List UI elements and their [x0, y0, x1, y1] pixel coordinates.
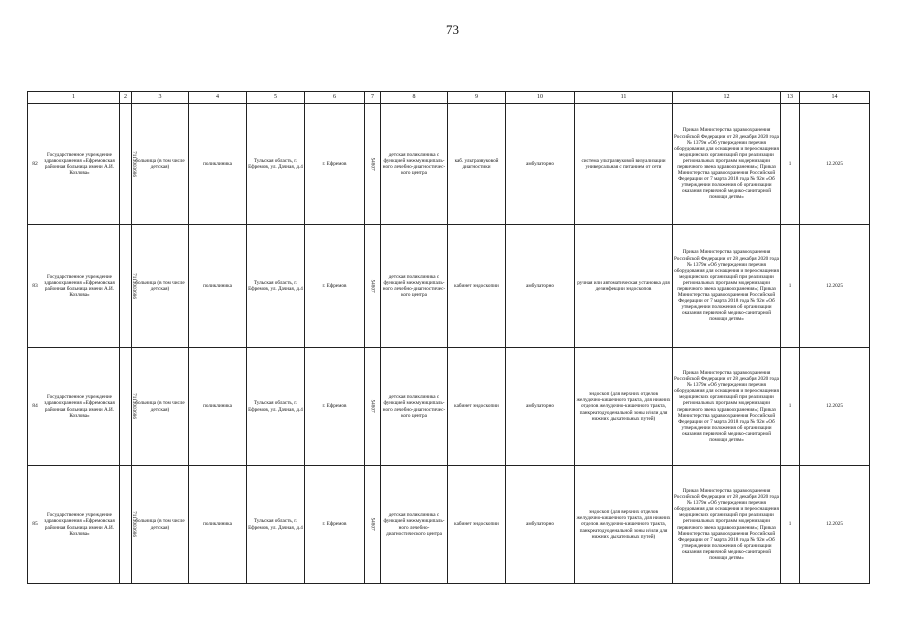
city-cell: г. Ефремов: [305, 104, 365, 225]
facility-type-cell: больница (в том числе детская): [132, 104, 189, 225]
city-cell: г. Ефремов: [305, 466, 365, 584]
column-header: 3: [132, 92, 189, 104]
column-header: 8: [381, 92, 448, 104]
unit-cell: поликлиника: [189, 225, 247, 348]
table-row: [28, 466, 870, 584]
code-cell: [365, 348, 381, 466]
care-form-cell: амбулаторно: [506, 225, 575, 348]
organization-cell: [28, 466, 120, 584]
organization-cell: [28, 104, 120, 225]
subunit-cell: детская поликлиника с функцией межмуниципаль-ного лечебно-диагностичес-кого центра: [381, 104, 448, 225]
subunit-cell: детская поликлиника с функцией межмуниципаль-ного лечебно-диагностичес-кого центра: [381, 225, 448, 348]
row-number: 84: [32, 403, 38, 410]
facility-type-cell: больница (в том числе детская): [132, 348, 189, 466]
care-form-cell: амбулаторно: [506, 348, 575, 466]
organization-cell: [28, 225, 120, 348]
equipment-cell: система ультразвуковой визуализации универсальная с питанием от сети: [575, 104, 673, 225]
organization-name: Государственное учреждение здравоохранения «Ефремовская районная больница имени А.И. Козлова»: [44, 151, 115, 177]
organization-name: Государственное учреждение здравоохранения «Ефремовская районная больница имени А.И. Козлова»: [44, 512, 115, 537]
address-cell: Тульская область, г. Ефремов, ул. Дачная, д.4: [247, 466, 305, 584]
facility-type-cell: больница (в том числе детская): [132, 466, 189, 584]
date-cell: 12.2025: [800, 104, 870, 225]
quantity-cell: 1: [781, 104, 800, 225]
code-cell: [365, 466, 381, 584]
code-cell: [365, 104, 381, 225]
column-header: 4: [189, 92, 247, 104]
column-header: 10: [506, 92, 575, 104]
inn-cell: [120, 348, 137, 466]
unit-cell: поликлиника: [189, 348, 247, 466]
column-header: 7: [365, 92, 381, 104]
legal-basis-cell: Приказ Министерства здравоохранения Российской Федерации от 28 декабря 2020 года № 1379н «Об утверждении перечня оборудования для оснащения и переоснащения медицинских организаций при реализации региональных программ модернизации первичного звена здравоохранения»; Приказ Министерства здравоохранения Российской Федерации от 7 марта 2018 года № 92н «Об утверждении положения об организации оказания первичной медико-санитарной помощи детям»: [673, 225, 781, 348]
organization-name: Государственное учреждение здравоохранения «Ефремовская районная больница имени А.И. Козлова»: [44, 273, 115, 299]
address-cell: Тульская область, г. Ефремов, ул. Дачная, д.4: [247, 348, 305, 466]
cabinet-cell: кабинет эндоскопии: [448, 348, 506, 466]
subunit-cell: детская поликлиника с функцией межмуниципаль-ного лечебно-диагностического центра: [381, 466, 448, 584]
table-row: [28, 104, 870, 225]
unit-cell: поликлиника: [189, 466, 247, 584]
inn-value: 7113003686: [130, 273, 137, 299]
inn-value: 7113003686: [130, 393, 137, 420]
city-cell: г. Ефремов: [305, 225, 365, 348]
code-value: 54807: [369, 157, 376, 171]
address-cell: Тульская область, г. Ефремов, ул. Дачная, д.4: [247, 225, 305, 348]
table-row: [28, 225, 870, 348]
care-form-cell: амбулаторно: [506, 104, 575, 225]
equipment-cell: эндоскоп (для верхних отделов желудочно-кишечного тракта, для нижних отделов желудочно-кишечного тракта, панкреатодуоденальной зоны и/или для нижних дыхательных путей): [575, 466, 673, 584]
equipment-table: [27, 91, 870, 584]
inn-cell: [120, 104, 137, 225]
quantity-cell: 1: [781, 348, 800, 466]
column-header: 9: [448, 92, 506, 104]
address-cell: Тульская область, г. Ефремов, ул. Дачная, д.4: [247, 104, 305, 225]
code-value: 54807: [369, 518, 376, 531]
row-number: 85: [32, 521, 38, 528]
facility-type-cell: больница (в том числе детская): [132, 225, 189, 348]
row-number: 82: [32, 160, 38, 167]
column-header: 1: [28, 92, 120, 104]
subunit-cell: детская поликлиника с функцией межмуниципаль-ного лечебно-диагностичес-кого центра: [381, 348, 448, 466]
equipment-cell: эндоскоп (для верхних отделов желудочно-кишечного тракта, для нижних отделов желудочно-кишечного тракта, панкреатодуоденальной зоны и/или для нижних дыхательных путей): [575, 348, 673, 466]
column-header: 13: [781, 92, 800, 104]
organization-cell: [28, 348, 120, 466]
unit-cell: поликлиника: [189, 104, 247, 225]
column-header: 2: [120, 92, 132, 104]
table-row: [28, 348, 870, 466]
inn-value: 7113003686: [130, 511, 137, 538]
quantity-cell: 1: [781, 225, 800, 348]
cabinet-cell: кабинет эндоскопии: [448, 225, 506, 348]
column-header: 11: [575, 92, 673, 104]
date-cell: 12.2025: [800, 466, 870, 584]
column-header: 6: [305, 92, 365, 104]
column-header: 14: [800, 92, 870, 104]
code-value: 54807: [369, 400, 376, 413]
legal-basis-cell: Приказ Министерства здравоохранения Российской Федерации от 28 декабря 2020 года № 1379н «Об утверждении перечня оборудования для оснащения и переоснащения медицинских организаций при реализации региональных программ модернизации первичного звена здравоохранения»; Приказ Министерства здравоохранения Российской Федерации от 7 марта 2018 года № 92н «Об утверждении положения об организации оказания первичной медико-санитарной помощи детям»: [673, 104, 781, 225]
cabinet-cell: кабинет эндоскопии: [448, 466, 506, 584]
date-cell: 12.2025: [800, 348, 870, 466]
page-number: 73: [446, 22, 459, 37]
quantity-cell: 1: [781, 466, 800, 584]
legal-basis-cell: Приказ Министерства здравоохранения Российской Федерации от 28 декабря 2020 года № 1379н «Об утверждении перечня оборудования для оснащения и переоснащения медицинских организаций при реализации региональных программ модернизации первичного звена здравоохранения»; Приказ Министерства здравоохранения Российской Федерации от 7 марта 2018 года № 92н «Об утверждении положения об организации оказания первичной медико-санитарной помощи детям»: [673, 466, 781, 584]
city-cell: г. Ефремов: [305, 348, 365, 466]
organization-name: Государственное учреждение здравоохранения «Ефремовская районная больница имени А.И. Козлова»: [44, 394, 115, 419]
inn-cell: [120, 466, 137, 584]
header-row: [28, 92, 870, 104]
column-header: 5: [247, 92, 305, 104]
code-value: 54807: [369, 279, 376, 293]
inn-cell: [120, 225, 137, 348]
cabinet-cell: каб. ультразвуковой диагностики: [448, 104, 506, 225]
code-cell: [365, 225, 381, 348]
legal-basis-cell: Приказ Министерства здравоохранения Российской Федерации от 28 декабря 2020 года № 1379н «Об утверждении перечня оборудования для оснащения и переоснащения медицинских организаций при реализации региональных программ модернизации первичного звена здравоохранения»; Приказ Министерства здравоохранения Российской Федерации от 7 марта 2018 года № 92н «Об утверждении положения об организации оказания первичной медико-санитарной помощи детям»: [673, 348, 781, 466]
equipment-cell: ручная или автоматическая установка для дезинфекции эндоскопов: [575, 225, 673, 348]
row-number: 83: [32, 282, 38, 289]
inn-value: 7113003686: [130, 151, 137, 177]
column-header: 12: [673, 92, 781, 104]
date-cell: 12.2025: [800, 225, 870, 348]
care-form-cell: амбулаторно: [506, 466, 575, 584]
